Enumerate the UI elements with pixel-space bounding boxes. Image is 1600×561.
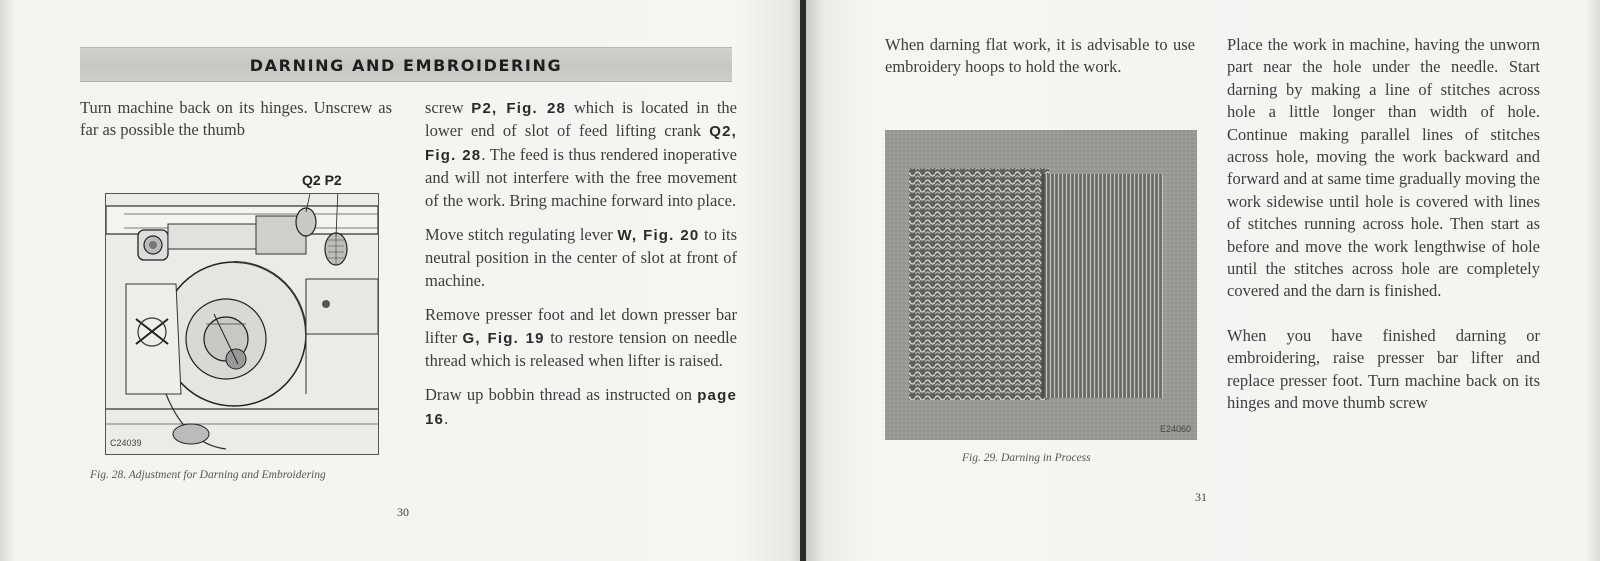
page-number: 31 [1195, 490, 1207, 504]
section-title: DARNING AND EMBROIDERING [249, 56, 563, 75]
paragraph: When darning flat work, it is advisable to use embroidery hoops to hold the work. [885, 35, 1195, 77]
paragraph: When you have finished darning or embroidering, raise presser bar lifter and replace presser foot. Turn machine back on its hinges and move thumb screw [1227, 325, 1540, 413]
machine-drawing [106, 194, 378, 454]
paragraph: Place the work in machine, having the unworn part near the hole under the needle. Start darning by making a line of stitches across hole a little longer than width of hole. Continue making parallel lines of stitches across hole, moving the work backward and forward and at same time gradually moving the work sidewise until hole is covered with lines of stitches running across hole. Then start as before and move the work lengthwise of hole until the stitches across hole are completely covered and the darn is finished. [1227, 35, 1540, 301]
paragraph: Turn machine back on its hinges. Unscrew as far as possible the thumb [80, 98, 392, 140]
section-header [80, 47, 732, 82]
right-column-text-1 [885, 34, 1195, 91]
left-column-text [80, 97, 392, 154]
middle-column-text [425, 97, 737, 443]
right-page [806, 0, 1600, 561]
figure-28-illustration [105, 193, 379, 455]
figure-29-code: E24060 [1159, 424, 1191, 434]
figure-29-photo [885, 130, 1197, 440]
right-column-text-2 [1227, 34, 1540, 427]
figure-28-caption: Fig. 28. Adjustment for Darning and Embroidering [90, 469, 326, 481]
paragraph: Draw up bobbin thread as instructed on page 16. [425, 385, 737, 428]
paragraph: Move stitch regulating lever W, Fig. 20 to its neutral position in the center of slot at front of machine. [425, 225, 737, 290]
figure-29-caption: Fig. 29. Darning in Process [962, 452, 1091, 464]
figure-28-code: C24039 [110, 438, 142, 448]
paragraph: Remove presser foot and let down presser bar lifter G, Fig. 19 to restore tension on needle thread which is released when lifter is raised. [425, 305, 737, 371]
paragraph: screw P2, Fig. 28 which is located in the lower end of slot of feed lifting crank Q2, Fig. 28. The feed is thus rendered inoperative and will not interfere with the free movement of the work. Bring machine forward into place. [425, 98, 737, 210]
page-number: 30 [397, 505, 409, 519]
darning-photo [885, 130, 1197, 440]
figure-28-part-label: Q2 P2 [302, 172, 342, 188]
